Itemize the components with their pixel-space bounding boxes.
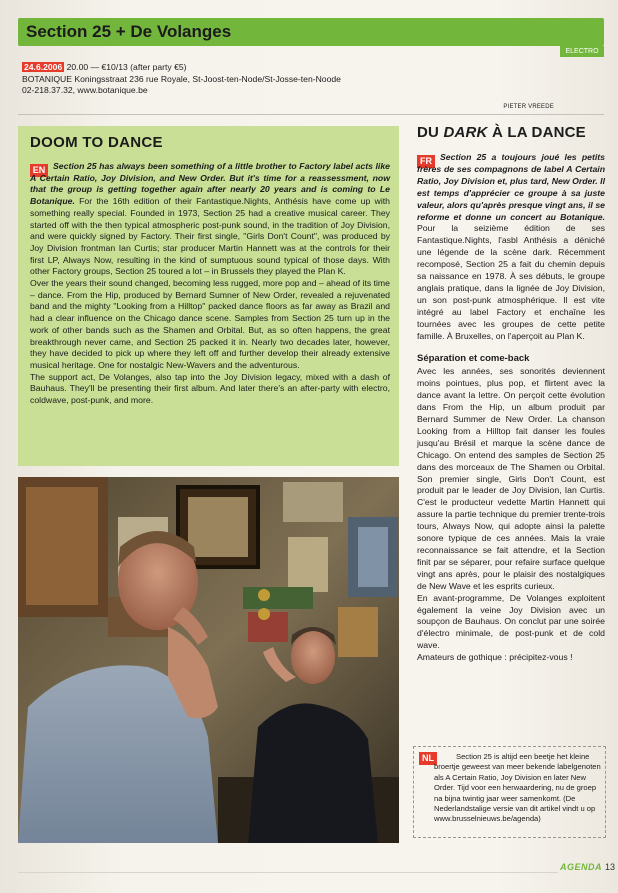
language-tag-nl: NL [419, 752, 437, 765]
english-heading: DOOM TO DANCE [30, 134, 163, 151]
french-paragraph-1: Pour la seizième édition de ses Fantastique.Nights, l'asbl Anthésis a déniché une légende de la scène dark. Récemment recomposé, Section 25 a fait du chemin depuis sa naissance en 1978. À ses débuts, le groupe anglais pratique, dans la lignée de Joy Division, un son post-punk atmosphérique. Il est vite intégré au label Factory et enchaîne les tournées avec les groupes de cette petite famille. À Bruxelles, on l'aperçoit au Plan K. [417, 223, 605, 341]
french-article-body [417, 152, 605, 664]
event-venue: BOTANIQUE Koningsstraat 236 rue Royale, St-Joost-ten-Node/St-Josse-ten-Noode [22, 73, 341, 84]
french-heading: DU DARK À LA DANCE [417, 124, 586, 141]
event-date: 24.6.2006 [24, 62, 63, 72]
french-paragraph-3: En avant-programme, De Volanges exploitent également la veine Joy Division avec un soupçon de Bauhaus. On conclut par une soirée d'électro minimale, de post-punk et de cold wave. [417, 592, 605, 651]
english-lead: Section 25 has always been something of a little brother to Factory label acts like A Certain Ratio, Joy Division, and New Order. But it's time for a reassessment, now that the group is getting together again after nearly 20 years and is coming to Le Botanique. [30, 161, 390, 207]
dutch-summary-text: Section 25 is altijd een beetje het kleine broertje geweest van meer bekende labelgenoten als A Certain Ratio, Joy Division en later New Order. Tijd voor een herwaardering, nu de groep na bijna twintig jaar weer samenkomt. (De Nederlandstalige versie van dit artikel vindt u op www.brusselnieuws.be/agenda) [434, 752, 601, 824]
page-footer [560, 862, 615, 872]
english-paragraph-2: Over the years their sound changed, becoming less rugged, more pop and – ahead of its time – dance. From the Hip, produced by Bernard Sumner of New Order, revealed a rejuvenated band and the mighty "Looking from a Hilltop" packed dance floors as far away as Brazil and had a clear influence on the Chicago dance scene. Samples from Section 25 turn up in the work of other bands such as the Shamen and Orbital. But, as so often happens, the great breakthrough never came, and Section 25 packed it in. Nearly two decades later, however, they have decided to pick up where they left off and further develop their already extensive musical heritage. One for nostalgic New-Wavers and the adventurous. [30, 278, 390, 370]
event-title: Section 25 + De Volanges [26, 22, 232, 41]
language-tag-en: EN [30, 164, 48, 177]
language-tag-fr: FR [417, 155, 435, 168]
photo-credit: PIETER VREEDE [503, 104, 554, 110]
english-paragraph-1: For the 16th edition of their Fantastique.Nights, Anthésis have come up with something really special. Founded in 1973, Section 25 had a creative musical career. They started off with the then typical atmospheric post-punk sound, in the tradition of Joy Division, and were quickly signed by Factory. Their first single, "Girls Don't Count", was produced by Joy Division frontman Ian Curtis; star producer Martin Hannett was at the controls for their first LP, Always Now, resulting in the kind of sumptuous sound typical of those days. With other Factory groups, Section 25 toured a lot – in Brussels they played the Plan K. [30, 196, 390, 277]
french-lead: Section 25 a toujours joué les petits frères de ses compagnons de label A Certain Ratio, Joy Division et, plus tard, New Order. Il est temps d'apprécier ce groupe à sa juste valeur, alors qu'après presque vingt ans, il se reforme et donne un concert au Botanique. [417, 152, 605, 222]
section-name: AGENDA [560, 862, 603, 872]
event-price: 20.00 — €10/13 (after party €5) [66, 62, 187, 72]
footer-divider [18, 872, 558, 873]
event-contact: 02-218.37.32, www.botanique.be [22, 85, 148, 95]
divider [18, 114, 604, 115]
title-bar [18, 18, 604, 46]
english-article-body [30, 161, 390, 407]
band-photo [18, 477, 399, 843]
english-paragraph-3: The support act, De Volanges, also tap into the Joy Division legacy, mixed with a dash of Bauhaus. They'll be presenting their first album. And later there's an after-party with electro, coldwave, post-punk, and more. [30, 371, 390, 406]
french-subheading: Séparation et come-back [417, 352, 530, 364]
event-info [22, 62, 382, 97]
page-number: 13 [605, 862, 616, 872]
french-paragraph-4: Amateurs de gothique : précipitez-vous ! [417, 652, 573, 663]
french-paragraph-2: Avec les années, ses sonorités deviennent moins pointues, plus pop, et flirtent avec la dance avant la lettre. On perçoit cette évolution dans From the Hip, un album produit par Bernard Summer de New Order. La chanson Looking from a Hilltop fait danser les foules jusqu'au Brésil et marque la scène dance de Chicago. On entend des samples de Section 25 dans des morceaux de The Shamen ou Orbital. Son premier single, Girls Don't Count, est produit par le leader de Joy Division, Ian Curtis. C'est le producteur vedette Martin Hannett qui assure la partie technique du premier trente-trois tours, Always Now, qui adopte ainsi la palette sonore typique de ces années. Mais la vraie reconnaissance se fait attendre, et la Section finit par se séparer, pour refaire surface quelque vingt ans après, pour le plaisir des nostalgiques de New Wave et les esprits curieux. [417, 366, 605, 591]
genre-badge: ELECTRO [560, 46, 604, 57]
